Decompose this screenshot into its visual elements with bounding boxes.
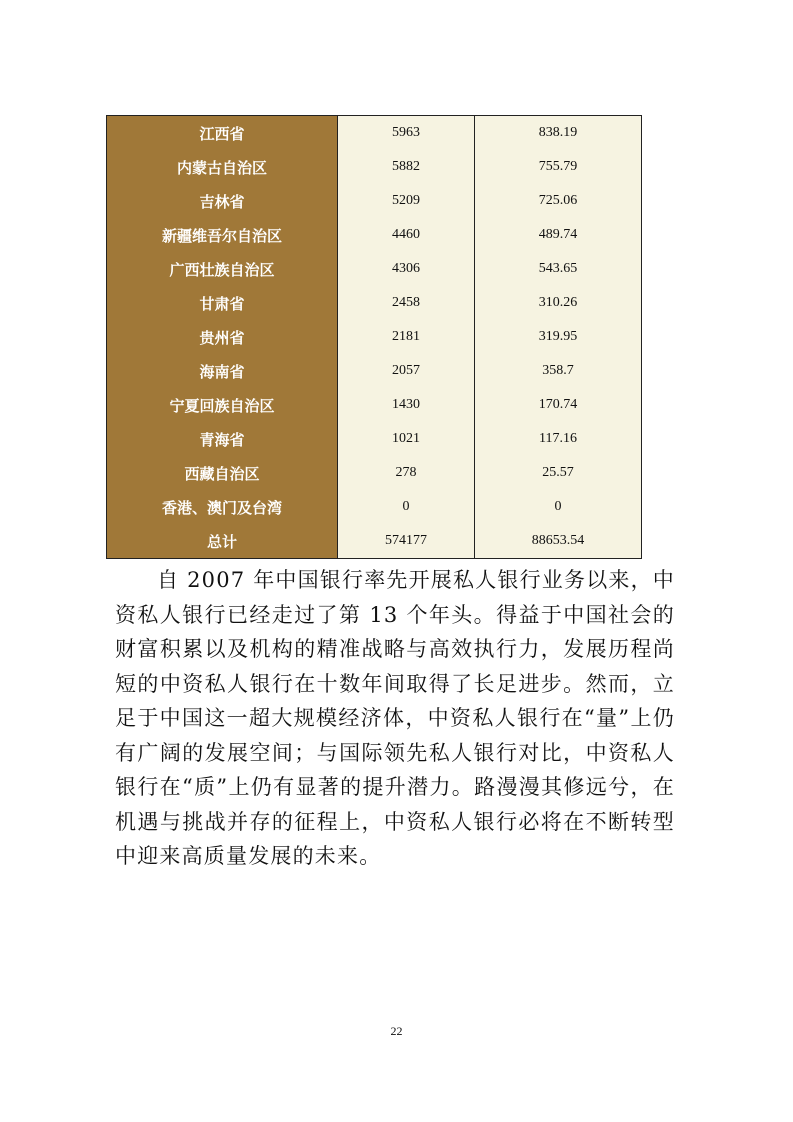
region-cell: 内蒙古自治区 [107,150,338,184]
amount-cell: 117.16 [475,422,642,456]
amount-cell: 310.26 [475,286,642,320]
count-cell: 5882 [338,150,475,184]
count-cell: 5209 [338,184,475,218]
amount-cell: 725.06 [475,184,642,218]
table-row [107,116,642,151]
amount-cell: 25.57 [475,456,642,490]
amount-cell: 358.7 [475,354,642,388]
table-row [107,456,642,490]
amount-cell: 319.95 [475,320,642,354]
count-cell: 2057 [338,354,475,388]
table-row [107,490,642,524]
table-row [107,320,642,354]
count-cell: 2181 [338,320,475,354]
region-cell: 吉林省 [107,184,338,218]
table-row [107,354,642,388]
region-cell: 新疆维吾尔自治区 [107,218,338,252]
table-row [107,422,642,456]
table-row [107,150,642,184]
table-row [107,524,642,559]
data-table [106,115,642,559]
amount-cell: 0 [475,490,642,524]
table-row [107,218,642,252]
amount-cell: 170.74 [475,388,642,422]
count-cell: 278 [338,456,475,490]
region-cell: 甘肃省 [107,286,338,320]
count-cell: 4460 [338,218,475,252]
count-cell: 1021 [338,422,475,456]
amount-cell: 489.74 [475,218,642,252]
amount-cell: 88653.54 [475,524,642,559]
amount-cell: 838.19 [475,116,642,151]
count-cell: 5963 [338,116,475,151]
count-cell: 1430 [338,388,475,422]
region-cell: 青海省 [107,422,338,456]
region-cell: 海南省 [107,354,338,388]
region-cell: 宁夏回族自治区 [107,388,338,422]
table-row [107,184,642,218]
region-cell: 香港、澳门及台湾 [107,490,338,524]
region-cell: 贵州省 [107,320,338,354]
table-row [107,388,642,422]
amount-cell: 543.65 [475,252,642,286]
table-row [107,252,642,286]
region-cell: 西藏自治区 [107,456,338,490]
region-cell: 总计 [107,524,338,559]
table-body [107,116,642,559]
body-paragraph: 自 2007 年中国银行率先开展私人银行业务以来，中资私人银行已经走过了第 13 个年头。得益于中国社会的财富积累以及机构的精准战略与高效执行力，发展历程尚短的中资私人银行在十数年间取得了长足进步。然而，立足于中国这一超大规模经济体，中资私人银行在“量”上仍有广阔的发展空间；与国际领先私人银行对比，中资私人银行在“质”上仍有显著的提升潜力。路漫漫其修远兮，在机遇与挑战并存的征程上，中资私人银行必将在不断转型中迎来高质量发展的未来。 [115,568,675,868]
count-cell: 2458 [338,286,475,320]
count-cell: 4306 [338,252,475,286]
table-row [107,286,642,320]
count-cell: 574177 [338,524,475,559]
count-cell: 0 [338,490,475,524]
region-cell: 江西省 [107,116,338,151]
page-number: 22 [390,1024,403,1038]
region-cell: 广西壮族自治区 [107,252,338,286]
amount-cell: 755.79 [475,150,642,184]
